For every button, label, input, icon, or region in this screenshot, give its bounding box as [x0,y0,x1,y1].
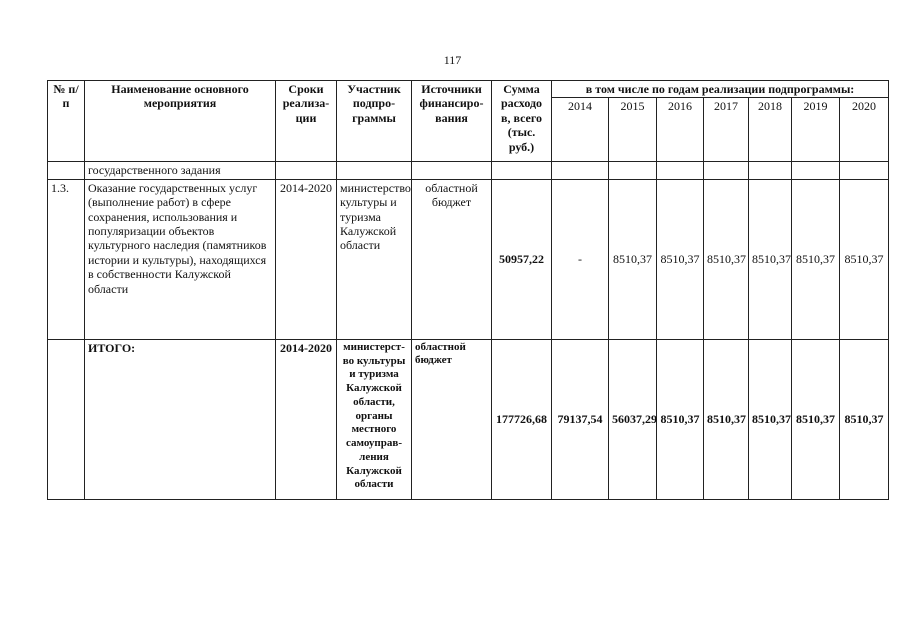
page-number: 117 [443,53,462,67]
total-value: 8510,37 [657,339,704,499]
header-year: 2018 [749,98,792,162]
table-row [48,339,889,499]
table-cell [704,162,749,179]
table-row [48,179,889,339]
row-value: 8510,37 [704,179,749,339]
total-terms: 2014-2020 [276,339,337,499]
total-sum: 177726,68 [492,339,552,499]
header-name: Наименование основного мероприятия [85,81,276,162]
header-year: 2016 [657,98,704,162]
header-year: 2020 [840,98,889,162]
total-source: областной бюджет [412,339,492,499]
total-value: 56037,29 [609,339,657,499]
table-cell [657,162,704,179]
table-cell [492,162,552,179]
header-sum: Сумма расходо в, всего (тыс. руб.) [492,81,552,162]
row-value: 8510,37 [609,179,657,339]
table-row [48,162,889,179]
row-name: Оказание государственных услуг (выполнение работ) в сфере сохранения, использования и популяризации объектов культурного наследия (памятников истории и культуры), находящихся в собственности Калужской области [85,179,276,339]
row-value: 8510,37 [749,179,792,339]
financing-table [47,80,889,500]
header-sources: Источники финансиро-вания [412,81,492,162]
table-cell [48,339,85,499]
row-participant: министерство культуры и туризма Калужской области [337,179,412,339]
total-label: ИТОГО: [85,339,276,499]
table-cell [412,162,492,179]
header-year: 2017 [704,98,749,162]
total-value: 8510,37 [840,339,889,499]
row-value: 8510,37 [792,179,840,339]
row-value: - [552,179,609,339]
table-cell [749,162,792,179]
header-years-group: в том числе по годам реализации подпрограммы: [552,81,889,98]
header-year: 2014 [552,98,609,162]
header-terms: Сроки реализа-ции [276,81,337,162]
row-num: 1.3. [48,179,85,339]
total-participant: министерст-во культуры и туризма Калужской области, органы местного самоуправ-ления Калужской области [337,339,412,499]
row-terms: 2014-2020 [276,179,337,339]
table-cell [276,162,337,179]
table-cell [337,162,412,179]
table-cell [792,162,840,179]
row-value: 8510,37 [840,179,889,339]
header-participant: Участник подпро-граммы [337,81,412,162]
total-value: 8510,37 [792,339,840,499]
header-year: 2015 [609,98,657,162]
total-value: 8510,37 [749,339,792,499]
row-total: 50957,22 [492,179,552,339]
row-source: областной бюджет [412,179,492,339]
table-cell [552,162,609,179]
header-year: 2019 [792,98,840,162]
header-num: № п/п [48,81,85,162]
continuation-text: государственного задания [85,162,276,179]
total-value: 8510,37 [704,339,749,499]
total-value: 79137,54 [552,339,609,499]
table-cell [840,162,889,179]
table-cell [48,162,85,179]
table-cell [609,162,657,179]
row-value: 8510,37 [657,179,704,339]
